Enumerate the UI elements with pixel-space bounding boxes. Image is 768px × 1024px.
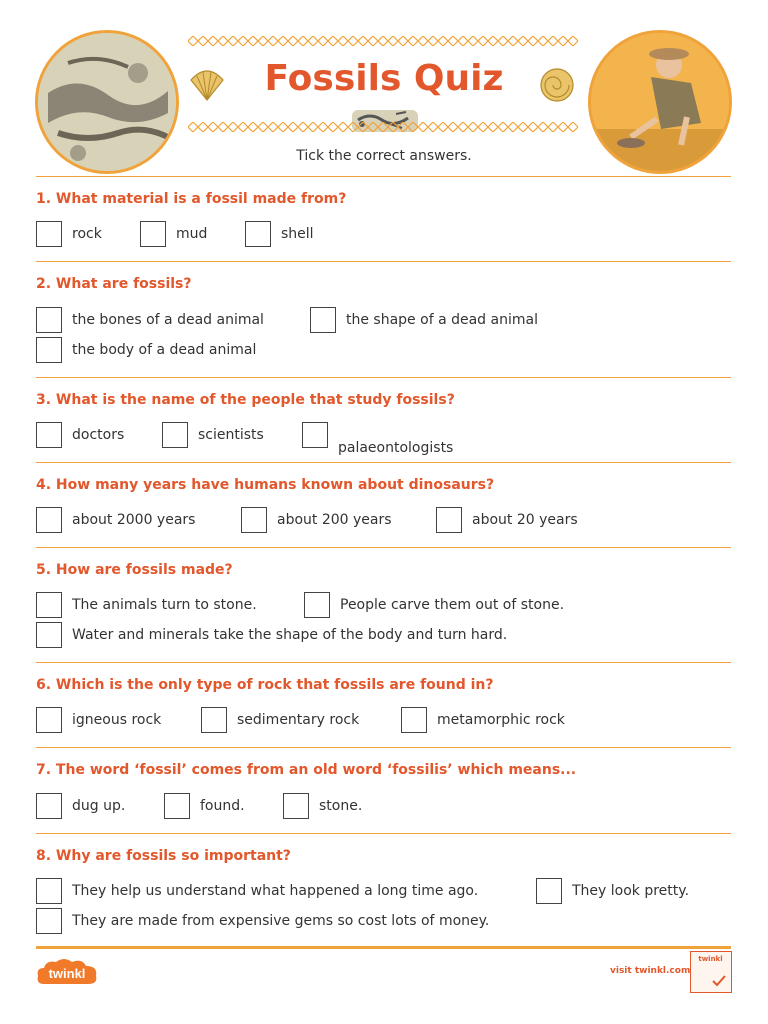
option-label: the bones of a dead animal [72,312,264,328]
option-q6-c[interactable] [401,707,565,733]
option-q1-c[interactable] [245,221,314,247]
page-title: Fossils Quiz [264,58,504,99]
option-label: Water and minerals take the shape of the body and turn hard. [72,627,508,643]
option-q8-b[interactable] [536,878,689,904]
divider [36,261,731,262]
option-q3-a[interactable] [36,422,124,448]
decorative-border-top [188,36,580,46]
option-label: the body of a dead animal [72,342,257,358]
checkbox[interactable] [162,422,188,448]
option-q8-c[interactable] [36,908,489,934]
checkbox[interactable] [304,592,330,618]
option-label: scientists [198,427,264,443]
quality-badge [690,951,732,993]
checkbox[interactable] [36,707,62,733]
checkbox[interactable] [283,793,309,819]
checkbox[interactable] [36,622,62,648]
option-q8-a[interactable] [36,878,478,904]
checkbox[interactable] [36,878,62,904]
checkbox[interactable] [310,307,336,333]
checkbox[interactable] [536,878,562,904]
checkbox[interactable] [36,422,62,448]
header [0,0,768,176]
checkmark-icon [711,974,727,988]
question-2: 2. What are fossils? [36,276,192,292]
option-label: shell [281,226,314,242]
question-7: 7. The word ‘fossil’ comes from an old word ‘fossilis’ which means... [36,762,577,778]
option-q4-b[interactable] [241,507,392,533]
checkbox[interactable] [302,422,328,448]
question-1: 1. What material is a fossil made from? [36,191,347,207]
option-q5-b[interactable] [304,592,564,618]
checkbox[interactable] [36,592,62,618]
checkbox[interactable] [36,307,62,333]
visit-link[interactable]: visit twinkl.com [610,966,691,976]
question-6: 6. Which is the only type of rock that fossils are found in? [36,677,494,693]
twinkl-logo[interactable] [36,956,98,988]
divider [36,547,731,548]
question-3: 3. What is the name of the people that study fossils? [36,392,455,408]
checkbox[interactable] [241,507,267,533]
checkbox[interactable] [36,507,62,533]
option-label: palaeontologists [338,440,454,456]
decorative-border-bottom [188,122,580,132]
divider [36,747,731,748]
option-q1-a[interactable] [36,221,102,247]
option-label: igneous rock [72,712,162,728]
ammonite-icon [538,66,576,104]
option-q4-a[interactable] [36,507,195,533]
option-label: The animals turn to stone. [72,597,257,613]
question-5: 5. How are fossils made? [36,562,233,578]
option-q3-c[interactable] [302,422,454,456]
checkbox[interactable] [36,793,62,819]
checkbox[interactable] [140,221,166,247]
option-label: People carve them out of stone. [340,597,565,613]
option-label: dug up. [72,798,126,814]
option-label: about 2000 years [72,512,196,528]
option-q7-c[interactable] [283,793,362,819]
question-4: 4. How many years have humans known about dinosaurs? [36,477,495,493]
checkbox[interactable] [245,221,271,247]
option-label: the shape of a dead animal [346,312,538,328]
checkbox[interactable] [36,221,62,247]
option-label: rock [72,226,102,242]
divider [36,833,731,834]
option-label: They are made from expensive gems so cost lots of money. [72,913,490,929]
option-q6-a[interactable] [36,707,161,733]
option-label: They help us understand what happened a long time ago. [72,883,479,899]
divider [36,377,731,378]
option-q7-a[interactable] [36,793,125,819]
checkbox[interactable] [36,908,62,934]
option-q2-a[interactable] [36,307,264,333]
question-8: 8. Why are fossils so important? [36,848,291,864]
option-q2-b[interactable] [310,307,538,333]
divider [36,462,731,463]
option-label: They look pretty. [572,883,690,899]
option-label: found. [200,798,245,814]
divider [36,176,731,177]
checkbox[interactable] [201,707,227,733]
option-label: sedimentary rock [237,712,360,728]
logo-text: twinkl [48,966,86,981]
option-q2-c[interactable] [36,337,256,363]
option-label: mud [176,226,208,242]
option-label: about 20 years [472,512,578,528]
option-q3-b[interactable] [162,422,264,448]
option-q4-c[interactable] [436,507,578,533]
option-label: doctors [72,427,125,443]
checkbox[interactable] [436,507,462,533]
option-q6-b[interactable] [201,707,359,733]
option-q5-c[interactable] [36,622,507,648]
option-q1-b[interactable] [140,221,207,247]
instructions: Tick the correct answers. [296,148,472,164]
checkbox[interactable] [36,337,62,363]
option-q5-a[interactable] [36,592,257,618]
option-label: stone. [319,798,363,814]
option-q7-b[interactable] [164,793,245,819]
divider [36,662,731,663]
option-label: metamorphic rock [437,712,565,728]
footer-divider [36,946,731,949]
option-label: about 200 years [277,512,392,528]
checkbox[interactable] [164,793,190,819]
checkbox[interactable] [401,707,427,733]
badge-text: twinkl [698,955,723,963]
